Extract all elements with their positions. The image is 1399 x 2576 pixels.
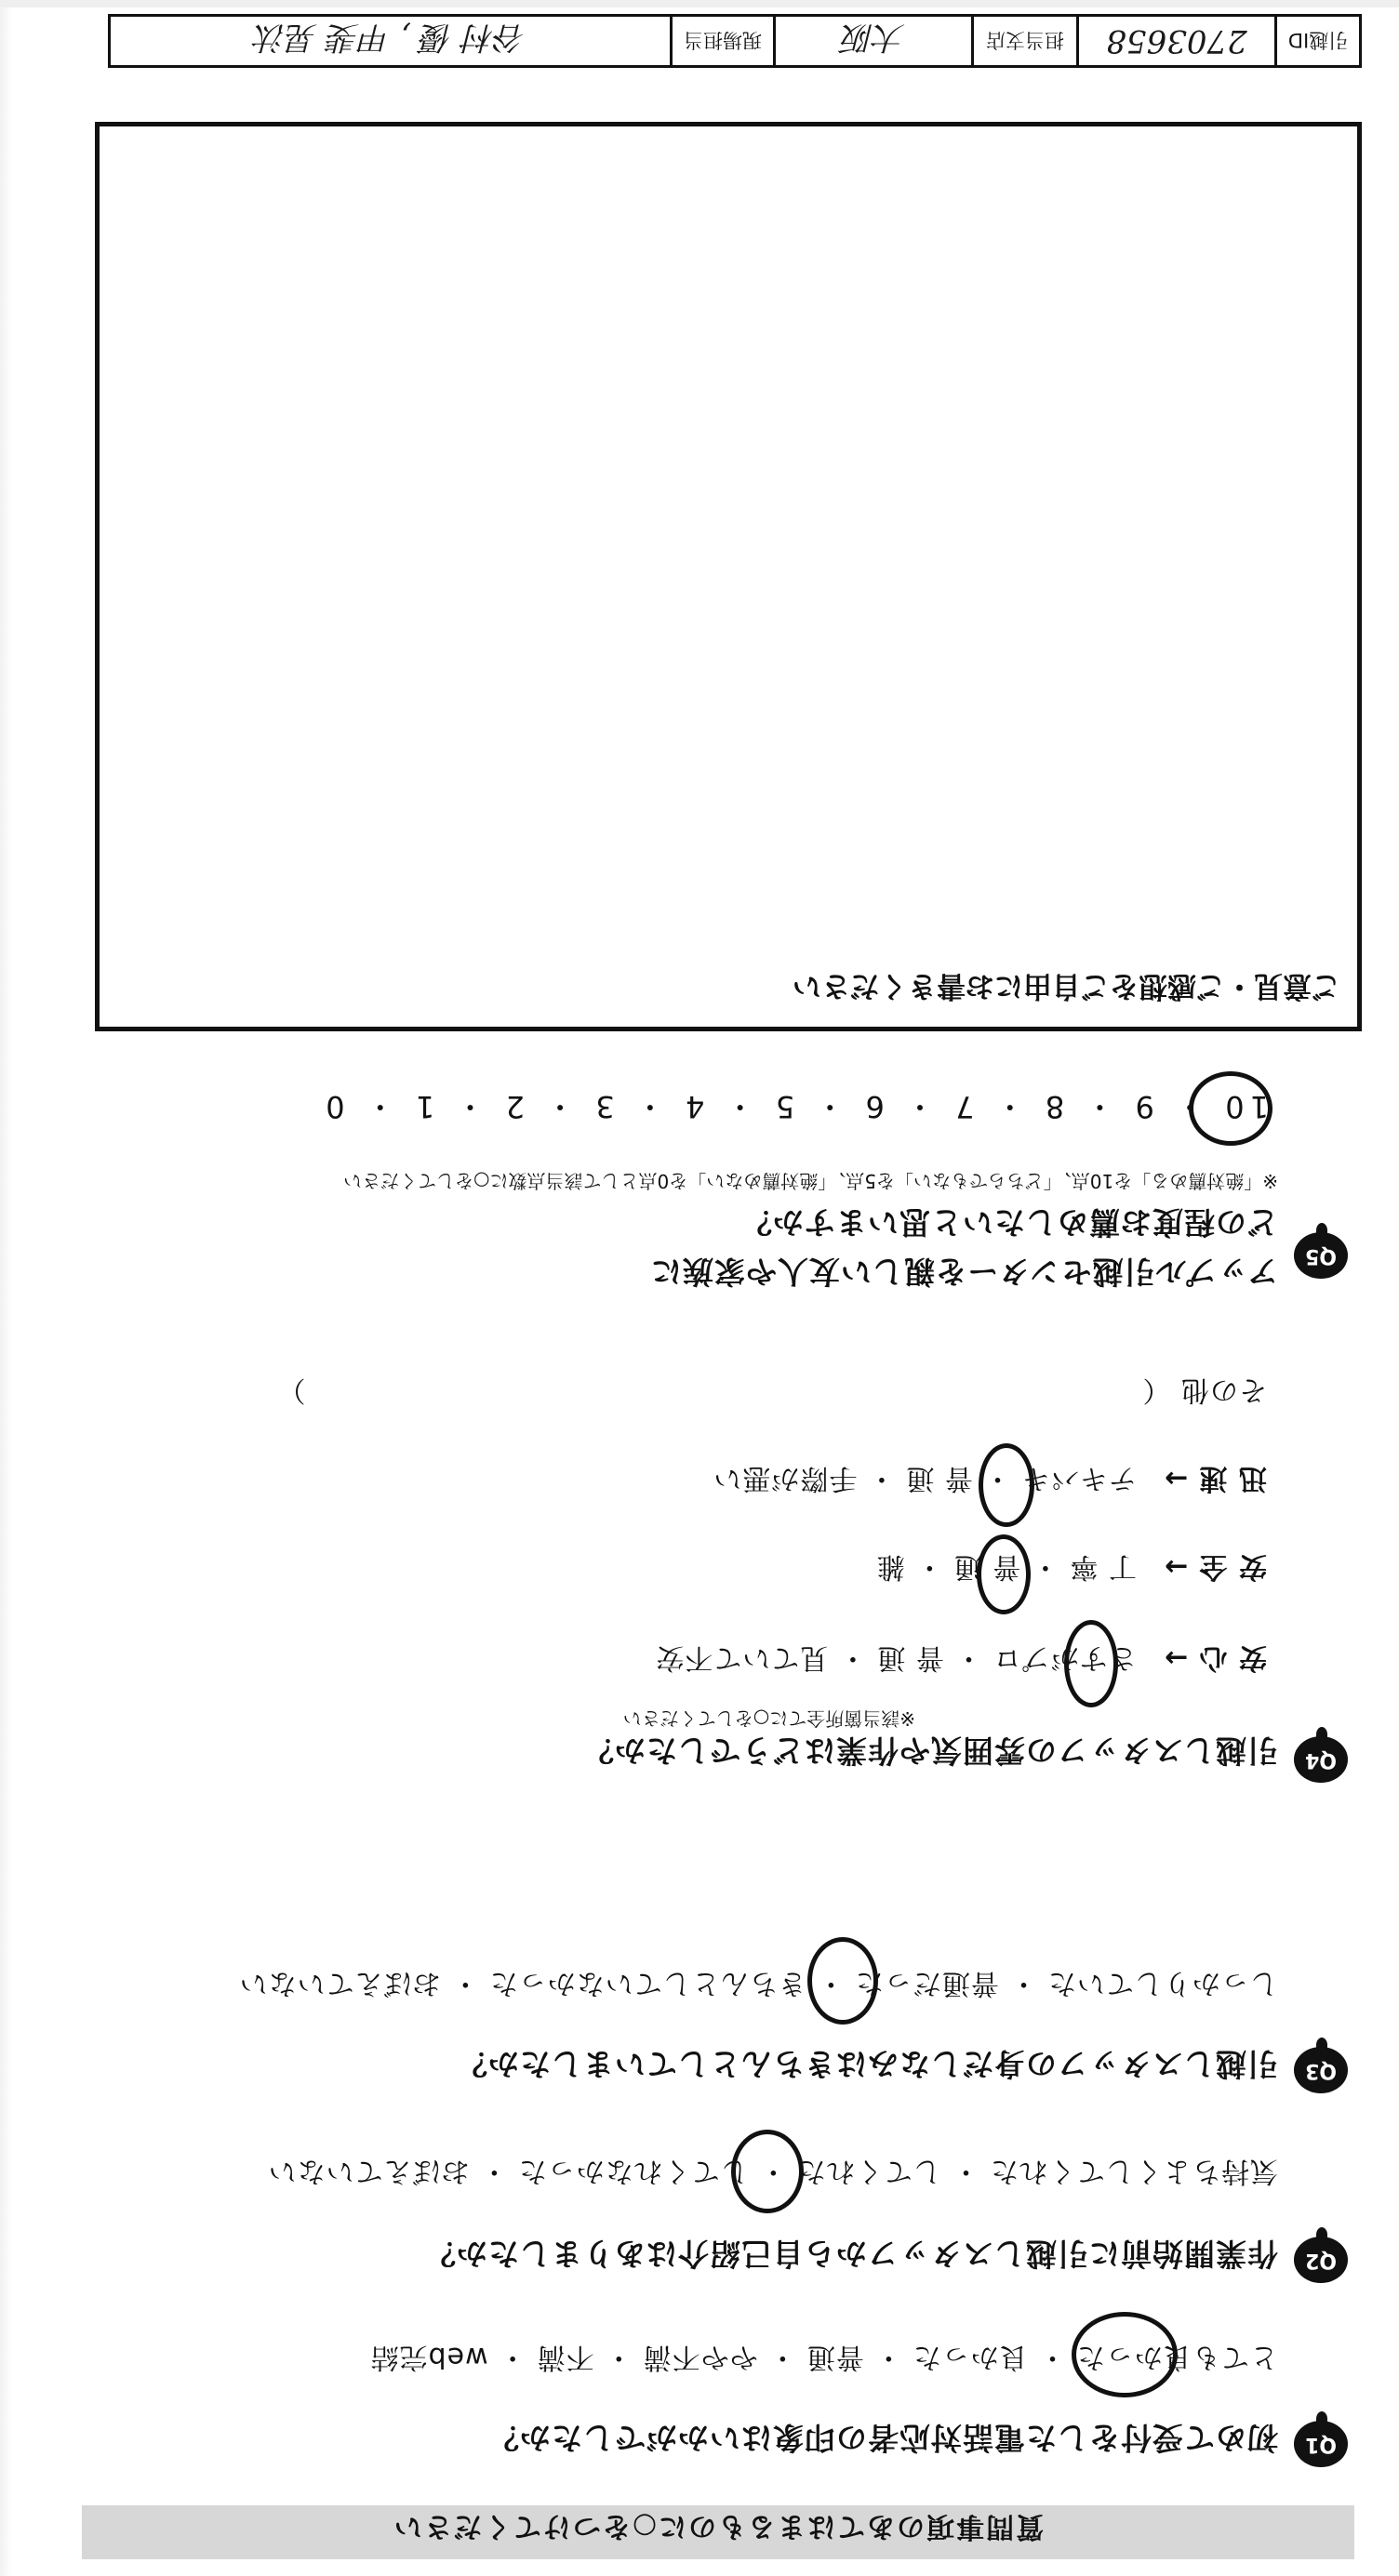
footer-id-label-cell	[1274, 17, 1359, 65]
q4-row2-options[interactable]: 丁 寧 ・ 普 通 ・ 雑	[875, 1550, 1137, 1583]
q2-selection-circle	[731, 2130, 804, 2213]
q3-options[interactable]: しっかりしていた ・ 普通だった ・ きちんとしていなかった ・ おぼえていない	[238, 1967, 1278, 1999]
q4-other[interactable]: その他 （ ）	[276, 1374, 1267, 1406]
q5-question-line1: アップル引越センターを親しい友人や家族に	[649, 1254, 1278, 1290]
q5-question-line2: どの程度お薦めしたいと思いますか？	[740, 1204, 1278, 1241]
scan-edge-shadow	[0, 0, 13, 2576]
q5-scale[interactable]: 10 ・ 9 ・ 8 ・ 7 ・ 6 ・ 5 ・ 4 ・ 3 ・ 2 ・ 1 ・ 0	[320, 1089, 1269, 1124]
footer-id-value-cell	[1076, 17, 1274, 65]
instruction-header-text: 質問事項のあてはまるものに○をつけてください	[392, 2510, 1045, 2543]
q4-badge: Q4	[1294, 1736, 1348, 1783]
q2-options[interactable]: 気持ちよくしてくれた ・ してくれた ・ してくれなかった ・ おぼえていない	[267, 2155, 1278, 2187]
q1-question-text: 初めて受付をした電話対応者の印象はいかがでしたか？	[487, 2420, 1278, 2456]
q4-row1-label: 安 心 →	[1163, 1641, 1267, 1674]
footer-id-label: 引越ID	[1287, 29, 1349, 51]
footer-info-table	[108, 14, 1362, 68]
q1-options[interactable]: とても良かった ・ 良かった ・ 普通 ・ やや不満 ・ 不満 ・ web完結	[369, 2341, 1278, 2373]
q5-note: ※「絶対薦める」を10点、「どちらでもない」を5点、「絶対薦めない」を0点として該当点数に○をしてください	[343, 1170, 1278, 1192]
footer-id-value: 2703658	[1106, 22, 1247, 60]
q3-question-text: 引越しスタッフの身だしなみはきちんとしていましたか？	[456, 2046, 1278, 2082]
q4-row1-options[interactable]: さすがプロ ・ 普 通 ・ 見ていて不安	[655, 1641, 1137, 1674]
footer-branch-label: 担当支店	[986, 29, 1064, 51]
q4-row3-label: 迅 速 →	[1163, 1462, 1267, 1494]
q1-badge: Q1	[1294, 2421, 1348, 2467]
q4-row1-selection-circle	[1064, 1620, 1118, 1707]
q3-selection-circle	[807, 1937, 878, 2025]
q4-question-text: 引越しスタッフの雰囲気や作業はどうでしたか？	[582, 1733, 1278, 1769]
q2-badge: Q2	[1294, 2237, 1348, 2283]
q5-badge: Q5	[1294, 1232, 1348, 1279]
footer-leader-label-cell	[670, 17, 773, 65]
comment-box[interactable]	[95, 122, 1362, 1031]
q4-row3-selection-circle	[979, 1443, 1034, 1527]
q1-selection-circle	[1072, 2312, 1178, 2397]
footer-branch-label-cell	[971, 17, 1076, 65]
q4-row2-selection-circle	[977, 1534, 1031, 1614]
q4-row2-label: 安 全 →	[1163, 1550, 1267, 1583]
q4-note: ※該当箇所全てに○をしてください	[622, 1707, 915, 1730]
footer-branch-value-cell	[773, 17, 971, 65]
footer-leader-value: 谷村 優 , 甲斐 晃汰	[254, 19, 526, 57]
q5-selection-circle	[1189, 1071, 1272, 1146]
q3-badge: Q3	[1294, 2047, 1348, 2093]
scan-edge-shadow-bottom	[0, 0, 1399, 7]
q4-row3-options[interactable]: テキパキ ・ 普 通 ・ 手際が悪い	[713, 1462, 1137, 1494]
q2-question-text: 作業開始前に引越しスタッフから自己紹介はありましたか？	[424, 2236, 1278, 2272]
instruction-header-bar	[82, 2505, 1354, 2559]
footer-leader-label: 現場担当	[684, 29, 762, 51]
footer-branch-value: 大阪	[842, 19, 905, 57]
comment-box-label: ご意見・ご感想をご自由にお書きください	[793, 969, 1340, 1003]
footer-leader-value-cell	[111, 17, 670, 65]
